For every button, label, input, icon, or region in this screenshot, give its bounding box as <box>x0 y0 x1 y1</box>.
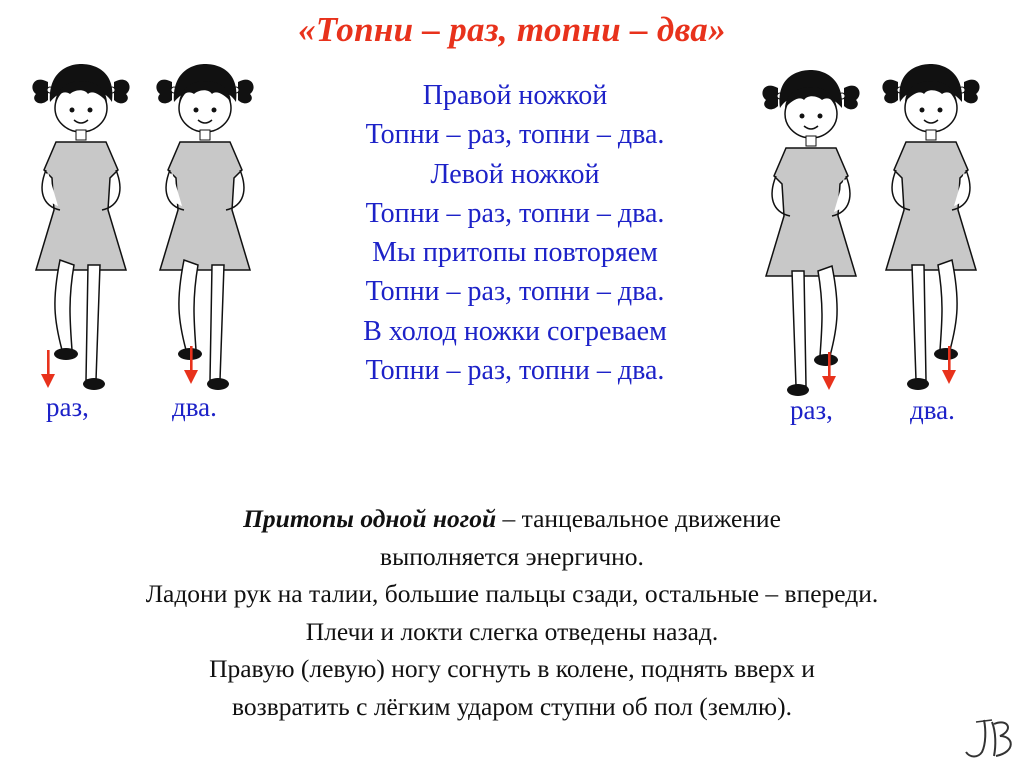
description-line: Плечи и локти слегка отведены назад. <box>305 616 719 646</box>
poem-line: Топни – раз, топни – два. <box>365 119 665 151</box>
girl-stomping-icon <box>150 60 260 400</box>
count-label-two: два. <box>910 395 955 425</box>
description-line: выполняется энергично. <box>380 541 644 571</box>
signature-monogram <box>962 716 1020 760</box>
poem-line: Мы притопы повторяем <box>372 237 658 269</box>
poem-line: Топни – раз, топни – два. <box>365 355 665 387</box>
count-label-one: раз, <box>46 392 89 422</box>
count-label-two: два. <box>172 392 217 422</box>
down-arrow-icon <box>942 346 956 386</box>
poem-line: Топни – раз, топни – два. <box>365 197 665 229</box>
description-line <box>0 500 1024 538</box>
term-name: Притопы одной ногой <box>243 504 497 533</box>
poem-line: Левой ножкой <box>430 158 600 190</box>
poem-line: Топни – раз, топни – два. <box>365 276 665 308</box>
movement-description <box>0 500 1024 725</box>
description-line: Правую (левую) ногу согнуть в колене, поднять вверх и <box>209 654 815 683</box>
count-label-one: раз, <box>790 395 833 425</box>
girl-stomping-icon <box>756 66 866 406</box>
page-title: «Топни – раз, топни – два» <box>298 10 726 49</box>
poem-text <box>295 76 735 390</box>
down-arrow-icon <box>822 352 836 392</box>
poem-line: В холод ножки согреваем <box>363 315 667 347</box>
description-line: Ладони рук на талии, большие пальцы сзади, остальные – впереди. <box>145 579 879 608</box>
description-line: возвратить с лёгким ударом ступни об пол (землю). <box>232 691 792 721</box>
girl-stomping-icon <box>876 60 986 400</box>
girl-stomping-icon <box>26 60 136 400</box>
down-arrow-icon <box>41 350 55 390</box>
down-arrow-icon <box>184 346 198 386</box>
poem-line: Правой ножкой <box>422 80 608 111</box>
term-definition: – танцевальное движение <box>496 504 781 533</box>
